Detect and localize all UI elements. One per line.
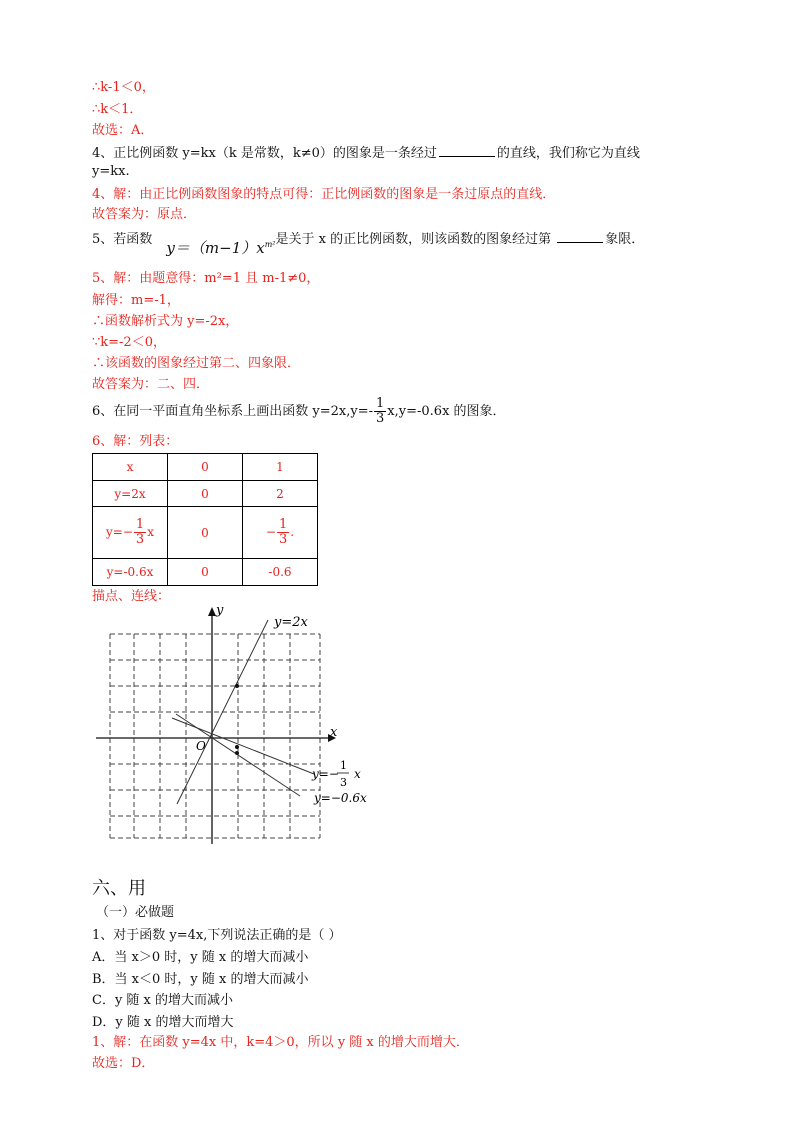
subsection-heading: （一）必做题 [96,905,175,920]
table-cell: 0 [168,481,243,507]
fraction-numerator: 1 [376,396,385,411]
option-c: C．y 随 x 的增大而减小 [92,993,234,1008]
answer-6-line-1: 6、解：列表： [92,434,179,449]
table-row [93,559,318,586]
line-y-neg-third-x [172,718,314,774]
option-a: A．当 x＞0 时，y 随 x 的增大而减小 [92,950,309,965]
table-row [93,507,318,559]
label-y-neg-0-6x: y=−0.6x [314,791,367,805]
label-y-2x: y=2x [274,615,308,630]
label-numerator: 1 [340,759,347,772]
answer-5-line-5: ∴该函数的图象经过第二、四象限． [92,356,301,371]
table-cell: 0 [168,507,243,559]
question-4-line-2: y=kx. [92,164,130,179]
answer-4-line-1: 4、解：由正比例函数图象的特点可得：正比例函数的图象是一条过原点的直线． [92,187,556,202]
section-heading: 六、用 [92,878,146,899]
answer-5-line-3: ∴函数解析式为 y=-2x， [92,314,239,329]
table-cell [243,507,318,559]
formula-body: y＝（m−1）x [166,239,265,257]
blank-answer [439,144,495,157]
question-6-text-b: x,y=-0.6x 的图象． [387,404,506,419]
fraction-numerator: 1 [278,517,288,532]
question-5 [92,226,645,257]
point-1-neg-0-6 [235,751,239,755]
answer-5-line-6: 故答案为：二、四． [92,377,210,392]
label-text: x [354,767,361,781]
question-5-text-a: 5、若函数 [92,232,153,247]
point-1-2 [235,684,239,688]
label-denominator: 3 [340,776,347,789]
cell-text: . [290,525,295,539]
table-cell: 0 [168,454,243,481]
table-cell: 2 [243,481,318,507]
answer-1-line-1: 1、解：在函数 y=4x 中，k=4＞0，所以 y 随 x 的增大而增大． [92,1035,469,1050]
table-cell: 1 [243,454,318,481]
answer-6-line-2: 描点、连线： [92,589,171,604]
fraction-one-third [277,518,289,547]
answer-5-line-2: 解得：m=-1， [92,293,180,308]
table-cell: y=2x [93,481,168,507]
question-5-text-c: 象限． [605,232,645,247]
answer-1-line-2: 故选：D． [92,1056,155,1071]
table-cell: -0.6 [243,559,318,586]
answer-line-2: ∴k＜1． [92,102,143,117]
values-table [92,453,318,586]
fraction-numerator: 1 [135,517,145,532]
coordinate-graph [92,604,392,844]
point-1-neg-third [235,745,239,749]
question-4 [92,144,640,163]
fraction-denominator: 3 [135,532,145,547]
origin-label: O [196,739,206,753]
y-axis-arrow [208,607,216,616]
blank-answer [557,230,603,243]
fraction-one-third [134,518,146,547]
x-axis-label: x [330,725,338,740]
question-5-text-b: 是关于 x 的正比例函数，则该函数的图象经过第 [275,232,552,247]
question-1: 1、对于函数 y=4x,下列说法正确的是（ ） [92,928,342,943]
question-5-formula [166,239,275,257]
table-row [93,481,318,507]
fraction-one-third [374,397,386,426]
question-6-text-a: 6、在同一平面直角坐标系上画出函数 y=2x,y=- [92,404,374,419]
answer-4-line-2: 故答案为：原点． [92,207,197,222]
formula-exponent: m² [264,240,276,249]
cell-text: x [147,525,154,539]
answer-line-3: 故选：A． [92,123,154,138]
table-cell [93,507,168,559]
cell-text: − [265,525,276,539]
table-cell: 0 [168,559,243,586]
cell-text: y=− [106,525,133,539]
fraction-denominator: 3 [376,411,385,426]
table-cell: x [93,454,168,481]
label-text: y=− [312,767,339,781]
table-row [93,454,318,481]
option-b: B．当 x＜0 时，y 随 x 的增大而减小 [92,972,309,987]
option-d: D．y 随 x 的增大而增大 [92,1015,234,1030]
question-6 [92,397,506,427]
question-4-text-b: 的直线，我们称它为直线 [496,146,640,161]
table-cell: y=-0.6x [93,559,168,586]
fraction-denominator: 3 [278,532,288,547]
y-axis-label: y [216,604,224,618]
grid [110,634,320,838]
answer-5-line-4: ∵k=-2＜0， [92,335,166,350]
question-4-text-a: 4、正比例函数 y=kx（k 是常数，k≠0）的图象是一条经过 [92,146,437,161]
answer-5-line-1: 5、解：由题意得：m²=1 且 m-1≠0， [92,271,320,286]
answer-line-1: ∴k-1＜0， [92,80,155,95]
